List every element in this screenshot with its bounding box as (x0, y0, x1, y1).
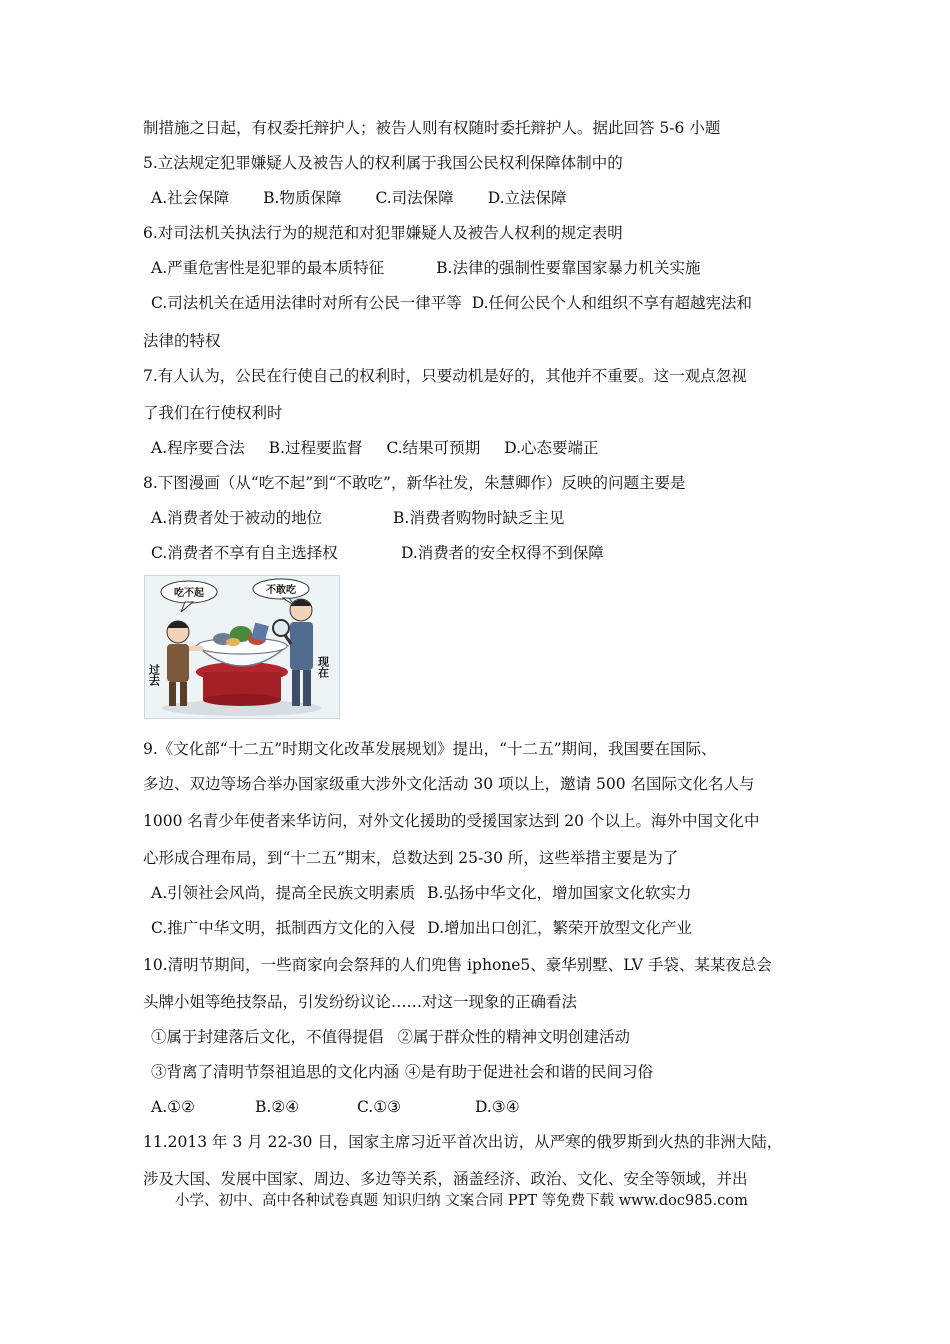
bubble-right-text: 不敢吃 (266, 585, 296, 596)
text-line: 了我们在行使权利时 (143, 404, 283, 422)
option: A.社会保障 (151, 189, 230, 207)
option: B.②④ (255, 1098, 300, 1116)
option: A.引领社会风尚，提高全民族文明素质 (151, 884, 416, 902)
footer-text: 小学、初中、高中各种试卷真题 知识归纳 文案合同 PPT 等免费下载 www.doc985.com (175, 1193, 748, 1209)
option: A.消费者处于被动的地位 (151, 509, 323, 527)
option: B.法律的强制性要靠国家暴力机关实施 (436, 259, 701, 277)
text-line: 1000 名青少年使者来华访问，对外文化援助的受援国家达到 20 个以上。海外中国文化中 (143, 812, 760, 830)
q9-options-row2 (151, 917, 692, 939)
option: C.司法机关在适用法律时对所有公民一律平等 (151, 294, 462, 312)
bubble-left-text: 吃不起 (174, 588, 204, 599)
text-line: 多边、双边等场合举办国家级重大涉外文化活动 30 项以上，邀请 500 名国际文化名人与 (143, 775, 755, 793)
option: A.严重危害性是犯罪的最本质特征 (151, 259, 385, 277)
text-line: 法律的特权 (143, 332, 221, 350)
question-8: 8.下图漫画（从“吃不起”到“不敢吃”，新华社发，朱慧卿作）反映的问题主要是 (143, 474, 686, 492)
option: D.心态要端正 (504, 439, 599, 457)
q8-options-row1 (151, 507, 564, 529)
option: D.消费者的安全权得不到保障 (401, 544, 604, 562)
option: C.推广中华文明，抵制西方文化的入侵 (151, 919, 416, 937)
option: B.弘扬中华文化，增加国家文化软实力 (427, 884, 692, 902)
text-line: 头牌小姐等绝技祭品，引发纷纷议论……对这一现象的正确看法 (143, 993, 578, 1011)
q7-options (151, 437, 599, 459)
question-9: 9.《文化部“十二五”时期文化改革发展规划》提出，“十二五”期间，我国要在国际、 (143, 740, 717, 758)
option: B.物质保障 (263, 189, 342, 207)
question-11: 11.2013 年 3 月 22-30 日，国家主席习近平首次出访，从严寒的俄罗斯到火热的非洲大陆， (143, 1133, 783, 1151)
cartoon-image (144, 575, 340, 719)
option: D.立法保障 (487, 189, 567, 207)
option: C.结果可预期 (386, 439, 481, 457)
label-left-text: 过去 (147, 664, 161, 686)
option: C.消费者不享有自主选择权 (151, 544, 338, 562)
option: C.司法保障 (375, 189, 454, 207)
q5-options (151, 187, 567, 209)
option: D.任何公民个人和组织不享有超越宪法和 (471, 294, 753, 312)
question-6: 6.对司法机关执法行为的规范和对犯罪嫌疑人及被告人权利的规定表明 (143, 224, 623, 242)
q10-options (151, 1096, 520, 1118)
item: ②属于群众性的精神文明创建活动 (397, 1028, 631, 1046)
question-10: 10.清明节期间，一些商家向会祭拜的人们兜售 iphone5、豪华别墅、LV 手袋、某某夜总会 (143, 956, 772, 974)
question-7: 7.有人认为，公民在行使自己的权利时，只要动机是好的，其他并不重要。这一观点忽视 (143, 367, 747, 385)
option: A.程序要合法 (151, 439, 245, 457)
text-line: 制措施之日起，有权委托辩护人；被告人则有权随时委托辩护人。据此回答 5-6 小题 (143, 119, 721, 137)
item: ③背离了清明节祭祖追思的文化内涵 (151, 1063, 400, 1081)
option: D.增加出口创汇，繁荣开放型文化产业 (427, 919, 693, 937)
option: D.③④ (475, 1098, 520, 1116)
q6-options-row1 (151, 257, 700, 279)
item: ①属于封建落后文化，不值得提倡 (151, 1028, 384, 1046)
option: B.过程要监督 (268, 439, 363, 457)
q9-options-row1 (151, 882, 691, 904)
item: ④是有助于促进社会和谐的民间习俗 (405, 1063, 654, 1081)
q8-options-row2 (151, 542, 604, 564)
q10-items-row1 (151, 1026, 630, 1048)
option: A.①② (151, 1098, 195, 1116)
text-line: 心形成合理布局，到“十二五”期末，总数达到 25-30 所，这些举措主要是为了 (143, 849, 679, 867)
option: C.①③ (357, 1098, 402, 1116)
option: B.消费者购物时缺乏主见 (393, 509, 565, 527)
q6-options-row2 (151, 292, 752, 314)
label-right-text: 现在 (316, 656, 330, 678)
question-5: 5.立法规定犯罪嫌疑人及被告人的权利属于我国公民权利保障体制中的 (143, 154, 623, 172)
text-line: 涉及大国、发展中国家、周边、多边等关系，涵盖经济、政治、文化、安全等领域，并出 (143, 1170, 748, 1188)
q10-items-row2 (151, 1061, 653, 1083)
